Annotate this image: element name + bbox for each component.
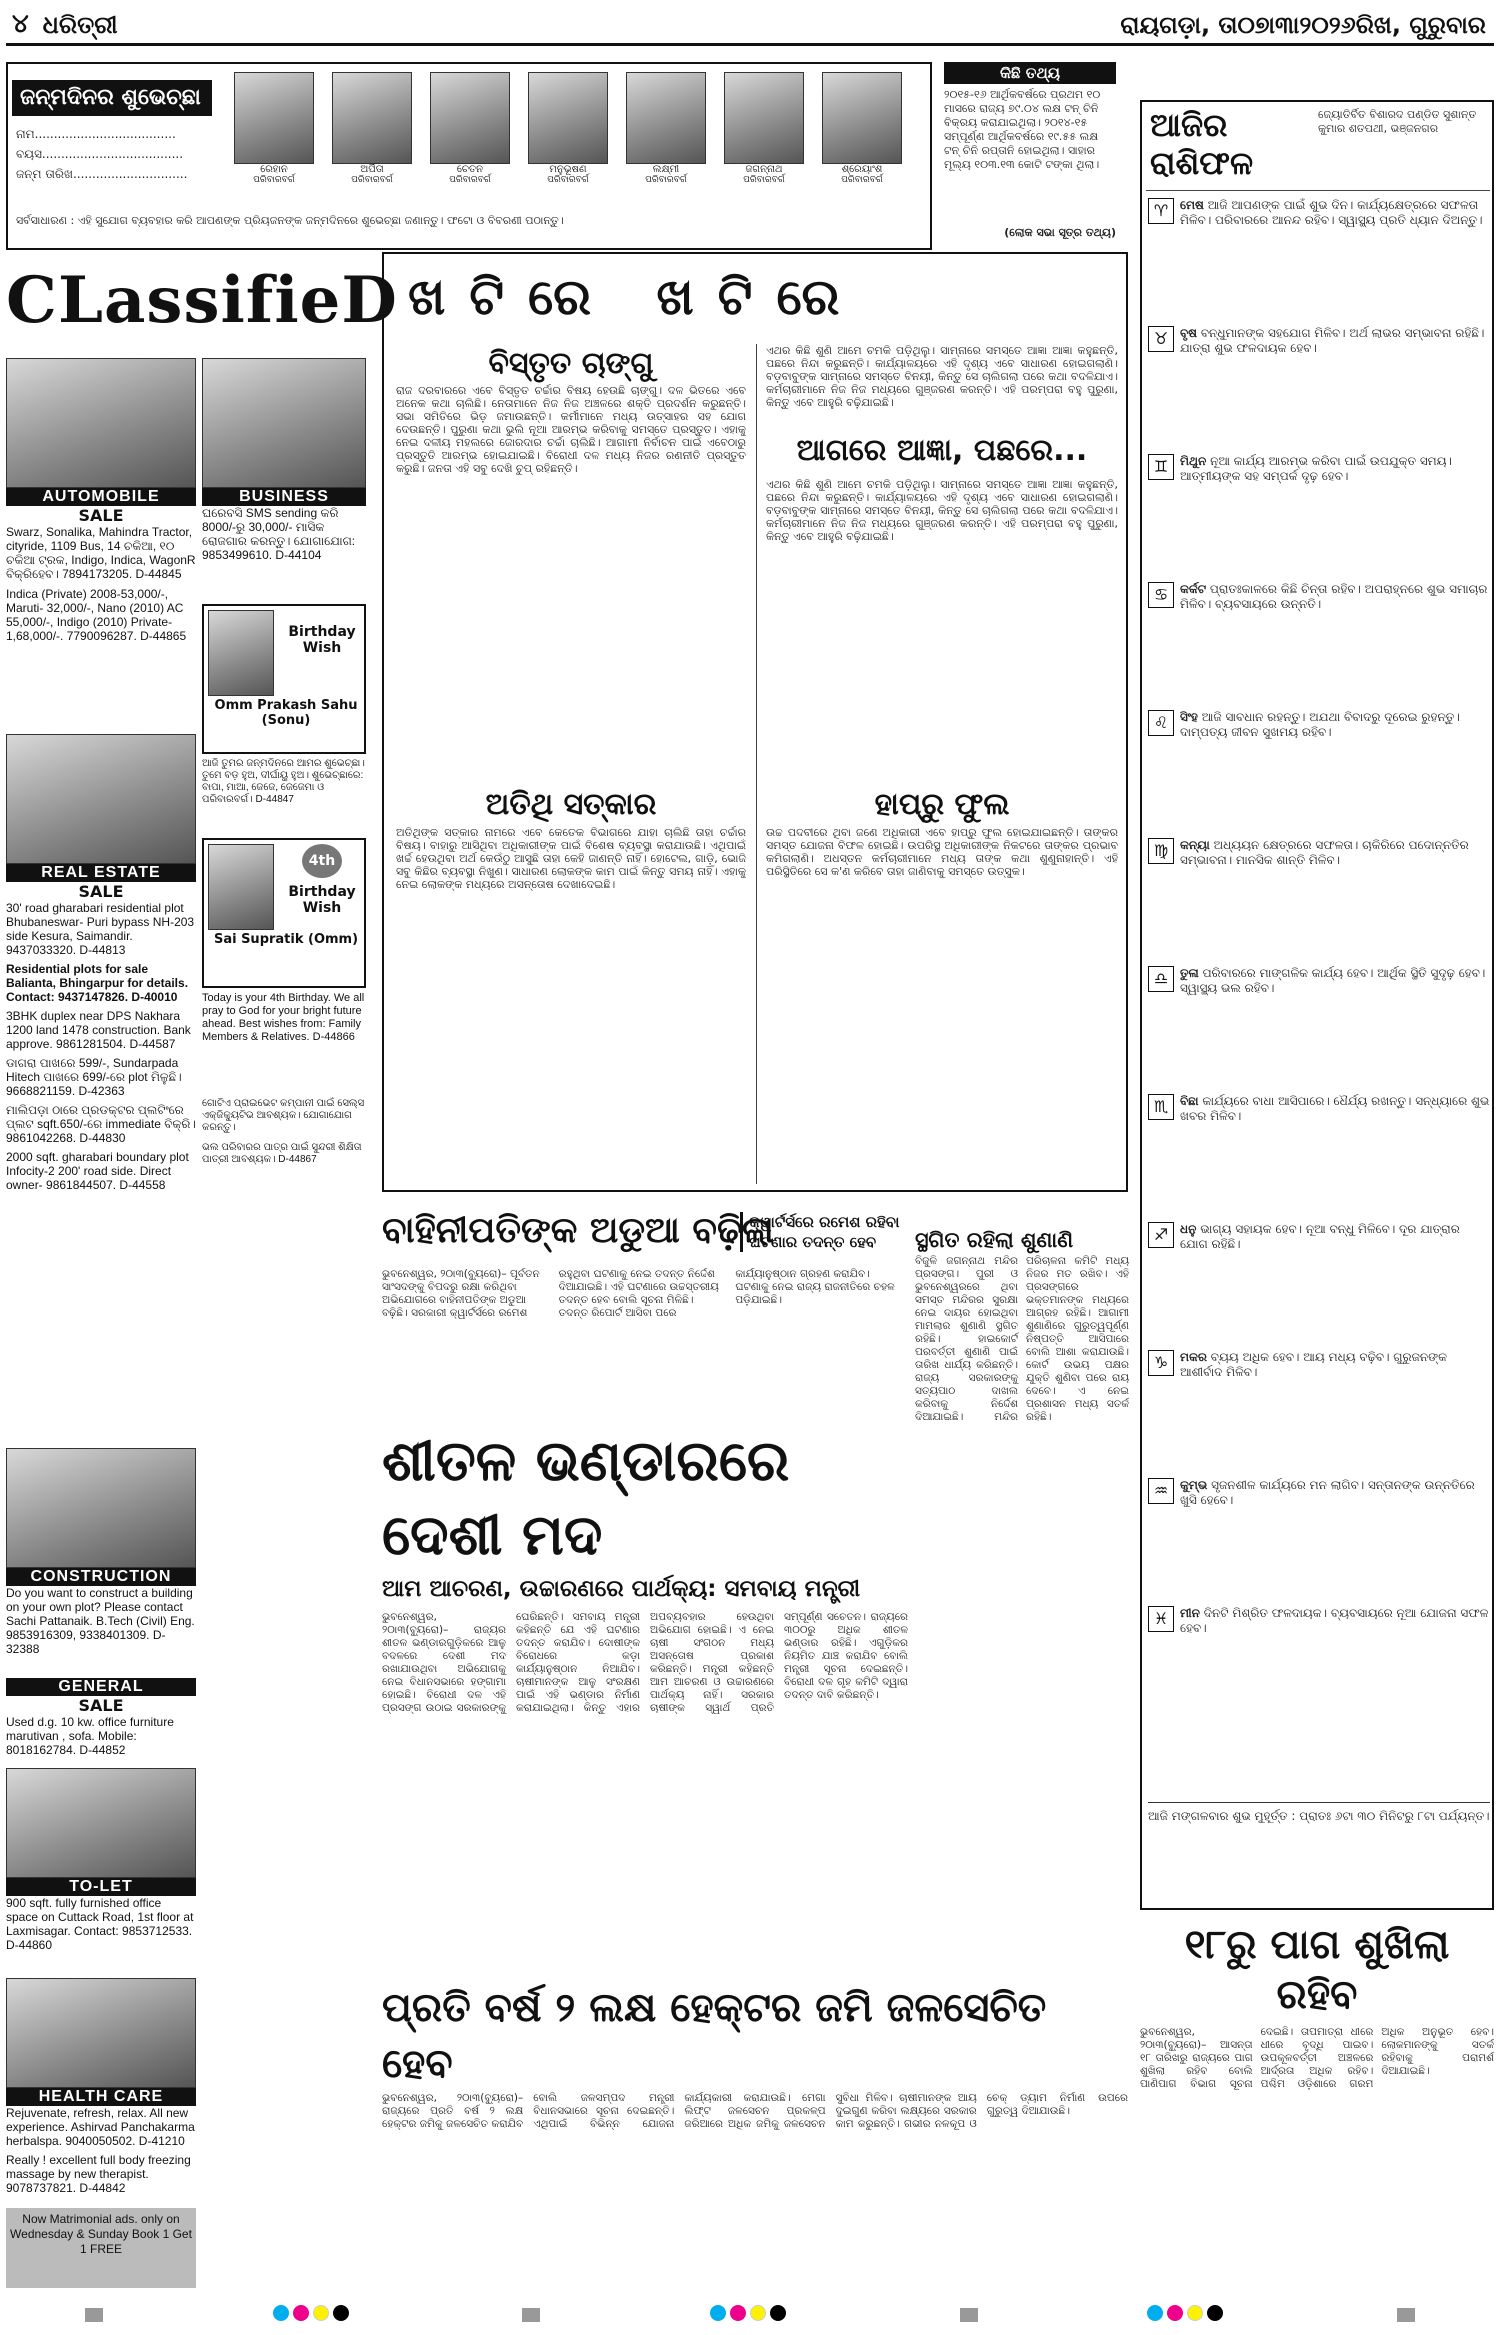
story-side-headline: କ୍ୱାର୍ଟର୍ସରେ ରମେଶ ରହିବା ଘଟଣାର ତଦନ୍ତ ହେବ [740,1212,910,1252]
kichhi-tathya-body: ୨୦୧୫-୧୬ ଆର୍ଥିକବର୍ଷରେ ପ୍ରଥମ ୧୦ ମାସରେ ରାଜ୍ୟ ୭୯.୦୪ ଲକ୍ଷ ଟନ୍ ଚିନି ବିକ୍ରୟ କରାଯାଇଥିଲା। ୨୦୧୪-୧୫ ସମ୍ପୂର୍ଣ୍ଣ ଆର୍ଥିକବର୍ଷରେ ୧୯.୫୫ ଲକ୍ଷ ଟନ୍ ଚିନି ରପ୍ତାନି ହୋଇଥିଲା। ସାହାର ମୂଲ୍ୟ ୧୦୩.୧୩ କୋଟି ଟଙ୍କା ଥିଲା। [944,88,1101,171]
automobile-heading: SALE [78,506,124,525]
rashi-name: ମକର [1180,1350,1207,1364]
birthday-photo [430,72,510,164]
classified-ad: ଗୋଟିଏ ପ୍ରାଇଭେଟ କମ୍ପାନୀ ପାଇଁ ସେଲ୍ସ ଏକ୍ଜିକ୍ୟୁଟିଭ ଆବଶ୍ୟକ। ଯୋଗାଯୋଗ କରନ୍ତୁ। [202,1098,365,1133]
water-bearer-icon: ♒ [1148,1478,1174,1504]
gray-block-icon [522,2308,540,2322]
business-section [202,358,366,562]
rashi-text: ବନ୍ଧୁମାନଙ୍କ ସହଯୋଗ ମିଳିବ। ଅର୍ଥ ଲାଭର ସମ୍ଭାବନା ରହିଛି। ଯାତ୍ରା ଶୁଭ ଫଳଦାୟକ ହେବ। [1180,326,1485,355]
rashi-row [1148,454,1490,576]
child-photo [208,610,274,696]
rashi-text: ଆଜି ଆପଣଙ୍କ ପାଇଁ ଶୁଭ ଦିନ। କାର୍ଯ୍ୟକ୍ଷେତ୍ରରେ ସଫଳତା ମିଳିବ। ପରିବାରରେ ଆନନ୍ଦ ରହିବ। ସ୍ୱାସ୍ଥ୍ୟ ପ୍ରତି ଧ୍ୟାନ ଦିଅନ୍ତୁ। [1180,198,1483,227]
goat-icon: ♑ [1148,1350,1174,1376]
rashiphal-signs [1148,198,1490,1708]
story-headline: ପ୍ରତି ବର୍ଷ ୨ ଲକ୍ଷ ହେକ୍ଟର ଜମି ଜଳସେଚିତ ହେବ [382,1985,1047,2087]
story-headline: ୧୮ରୁ ପାଗ ଶୁଖିଲା ରହିବ [1184,1922,1450,2018]
birthday-child-name: ଲକ୍ଷ୍ମୀ [652,164,680,175]
rashi-name: କନ୍ୟା [1180,838,1210,852]
article-body: ଉଚ୍ଚ ପଦବୀରେ ଥିବା ଜଣେ ଅଧିକାରୀ ଏବେ ହାପ୍ରୁ ଫୁଲ ହୋଇଯାଇଛନ୍ତି। ତାଙ୍କର ସମସ୍ତ ଯୋଜନା ବିଫଳ ହୋଇଛି। ଉପରିସ୍ଥ ଅଧିକାରୀଙ୍କ ନିକଟରେ ତାଙ୍କର ପ୍ରଭାବ କମିଗଲାଣି। ଅଧସ୍ତନ କର୍ମଚାରୀମାନେ ମଧ୍ୟ ତାଙ୍କ କଥା ଶୁଣୁନାହାନ୍ତି। ଏହି ପରିସ୍ଥିତିରେ ସେ କ'ଣ କରିବେ ତାହା ଜାଣିବାକୁ ସମସ୍ତେ ଉତ୍ସୁକ। [766,826,1118,878]
rashi-row [1148,1350,1490,1472]
birthday-form [16,124,216,184]
story-jalasechita [382,1980,1128,2322]
khatire-box [382,252,1128,1192]
birthday-photo-item [234,72,314,192]
article-headline: ଆଗରେ ଆଜ୍ଞା, ପଛରେ... [796,433,1088,468]
birthday-photo-item [332,72,412,192]
car-image [6,358,196,488]
story-body: ଭୁବନେଶ୍ୱର, ୨୦ା୩(ବ୍ୟୁରୋ)– ରାଜ୍ୟରେ ପ୍ରତି ବର୍ଷ ୨ ଲକ୍ଷ ହେକ୍ଟର ଜମିକୁ ଜଳସେଚିତ କରାଯିବ ବୋଲି ଜଳସମ୍ପଦ ମନ୍ତ୍ରୀ ବିଧାନସଭାରେ ସୂଚନା ଦେଇଛନ୍ତି। ଏଥିପାଇଁ ବିଭିନ୍ନ ଯୋଜନା କାର୍ଯ୍ୟକାରୀ କରାଯାଉଛି। ମେଗା ଲିଫ୍ଟ ଜଳସେଚନ ପ୍ରକଳ୍ପ ଜରିଆରେ ଅଧିକ ଜମିକୁ ଜଳସେଚନ ସୁବିଧା ମିଳିବ। ଚାଷୀମାନଙ୍କ ଆୟ ଦୁଇଗୁଣ କରିବା ଲକ୍ଷ୍ୟରେ ସରକାର କାମ କରୁଛନ୍ତି। ଗଭୀର ନଳକୂପ ଓ ଚେକ୍ ଡ୍ୟାମ ନିର୍ମାଣ ଉପରେ ଗୁରୁତ୍ୱ ଦିଆଯାଉଛି। [382,2092,1128,2130]
bull-icon: ♉ [1148,326,1174,352]
article-headline: ହାପ୍ରୁ ଫୁଲ [874,787,1010,822]
rashi-text: ପରିବାରରେ ମାଙ୍ଗଳିକ କାର୍ଯ୍ୟ ହେବ। ଆର୍ଥିକ ସ୍ଥିତି ସୁଦୃଢ଼ ହେବ। ସ୍ୱାସ୍ଥ୍ୟ ଭଲ ରହିବ। [1180,966,1486,995]
classified-ad: Residential plots for sale Balianta, Bhingarpur for details. Contact: 9437147826. D-40010 [6,962,189,1004]
classified-ad: Swarz, Sonalika, Mahindra Tractor, cityride, 1109 Bus, 14 ଚକିଆ, ୧୦ ଚକିଆ ଟ୍ରକ, Indigo, Indica, WagonR ବିକ୍ରିହେବ। 7894173205. D-44845 [6,525,196,581]
twins-icon: ♊ [1148,454,1174,480]
page-number: ୪ [12,9,29,39]
ram-icon: ♈ [1148,198,1174,224]
rashiphal-footer: ଆଜି ମଙ୍ଗଳବାର ଶୁଭ ମୁହୂର୍ତ୍ତ : ପ୍ରାତଃ ୬ଟା ୩୦ ମିନିଟରୁ ୮ଟା ପର୍ଯ୍ୟନ୍ତ। [1148,1802,1490,1824]
story-headline: ସ୍ଥଗିତ ରହିଲା ଶୁଣାଣି [915,1228,1074,1252]
real-estate-label: REAL ESTATE [6,864,196,882]
story-headline: ଶୀତଳ ଭଣ୍ଡାରରେ ଦେଶୀ ମଦ [382,1429,790,1568]
birthday-child-sub: ପରିବାରବର୍ଗ [645,175,687,185]
birthday-photo [234,72,314,164]
classified-ad: Indica (Private) 2008-53,000/-, Maruti- 32,000/-, Nano (2010) AC 55,000/-, Indigo (2010) Private-1,68,000/-. 7790096287. D-44865 [6,587,187,643]
rashi-row [1148,1606,1490,1702]
rashi-row [1148,1478,1490,1600]
birthday-child-sub: ପରିବାରବର୍ଗ [449,175,491,185]
birthday-photo [528,72,608,164]
khatire-divider [756,344,757,1184]
story-body: ଭୁବନେଶ୍ୱର, ୨୦ା୩(ବ୍ୟୁରୋ)– ରାଜ୍ୟର ଶୀତଳ ଭଣ୍ଡାରଗୁଡ଼ିକରେ ଆଳୁ ବଦଳରେ ଦେଶୀ ମଦ ରଖାଯାଉଥିବା ଅଭିଯୋଗକୁ ନେଇ ବିଧାନସଭାରେ ହଙ୍ଗାମା ହୋଇଛି। ବିରୋଧୀ ଦଳ ଏହି ପ୍ରସଙ୍ଗ ଉଠାଇ ସରକାରଙ୍କୁ ଘେରିଛନ୍ତି। ସମବାୟ ମନ୍ତ୍ରୀ କହିଛନ୍ତି ଯେ ଏହି ଘଟଣାର ତଦନ୍ତ କରାଯିବ। ଦୋଷୀଙ୍କ ବିରୋଧରେ କଡ଼ା କାର୍ଯ୍ୟାନୁଷ୍ଠାନ ନିଆଯିବ। ଚାଷୀମାନଙ୍କ ଆଳୁ ସଂରକ୍ଷଣ ପାଇଁ ଏହି ଭଣ୍ଡାର ନିର୍ମାଣ କରାଯାଇଥିଲା। କିନ୍ତୁ ଏହାର ଅପବ୍ୟବହାର ହେଉଥିବା ଅଭିଯୋଗ ହୋଇଛି। ଏ ନେଇ ଚାଷୀ ସଂଗଠନ ମଧ୍ୟ ଅସନ୍ତୋଷ ପ୍ରକାଶ କରିଛନ୍ତି। ମନ୍ତ୍ରୀ କହିଛନ୍ତି ଆମ ଆଚରଣ ଓ ଉଚ୍ଚାରଣରେ ପାର୍ଥକ୍ୟ ନାହିଁ। ସରକାର ଚାଷୀଙ୍କ ସ୍ୱାର୍ଥ ପ୍ରତି ସମ୍ପୂର୍ଣ୍ଣ ସଚେତନ। ରାଜ୍ୟରେ ୩୦୦ରୁ ଅଧିକ ଶୀତଳ ଭଣ୍ଡାର ରହିଛି। ଏଗୁଡ଼ିକର ନିୟମିତ ଯାଞ୍ଚ କରାଯିବ ବୋଲି ମନ୍ତ୍ରୀ ସୂଚନା ଦେଇଛନ୍ତି। ବିରୋଧୀ ଦଳ ଗୃହ କମିଟି ଦ୍ୱାରା ତଦନ୍ତ ଦାବି କରିଛନ୍ତି। [382,1611,908,1714]
health-label: HEALTH CARE [6,2088,196,2106]
birthday-wish-1-text: ଆଜି ତୁମର ଜନ୍ମଦିନରେ ଆମର ଶୁଭେଚ୍ଛା। ତୁମେ ବଡ଼ ହୁଅ, ଦୀର୍ଘାୟୁ ହୁଅ। ଶୁଭେଚ୍ଛାରେ: ବାପା, ମାଆ, ଜେଜେ, ଜେଜେମା ଓ ପରିବାରବର୍ଗ। D-44847 [202,758,365,805]
gray-block-icon [85,2308,103,2322]
birthday-child-sub: ପରିବାରବର୍ଗ [253,175,295,185]
real-estate-section [6,734,196,1192]
khatire-article-3 [396,784,746,1166]
classified-ad: 2000 sqft. gharabari boundary plot Infocity-2 200' road side. Direct owner- 9861844507. D-44558 [6,1150,189,1192]
birthday-child-sub: ପରିବାରବର୍ଗ [841,175,883,185]
rashi-row [1148,1094,1490,1216]
birthday-photo [626,72,706,164]
kichhi-tathya-box [944,62,1116,250]
rashi-row [1148,966,1490,1088]
rashi-row [1148,582,1490,704]
date-line: ରାୟଗଡ଼ା, ତା୦୭ା୩ା୨୦୨୬ରିଖ, ଗୁରୁବାର [1120,10,1486,39]
lion-icon: ♌ [1148,710,1174,736]
rashi-text: ଅଧ୍ୟୟନ କ୍ଷେତ୍ରରେ ସଫଳତା। ଚାକିରିରେ ପଦୋନ୍ନତିର ସମ୍ଭାବନା। ମାନସିକ ଶାନ୍ତି ମିଳିବ। [1180,838,1469,867]
construction-label: CONSTRUCTION [6,1568,196,1586]
rashiphal-byline: ଜ୍ୟୋତିର୍ବିତ ବିଶାରଦ ପଣ୍ଡିତ ସୁଶାନ୍ତ କୁମାର ଶତପଥୀ, ଭଞ୍ଜନଗର [1318,108,1477,135]
rashi-text: ଭାଗ୍ୟ ସହାୟକ ହେବ। ନୂଆ ବନ୍ଧୁ ମିଳିବେ। ଦୂର ଯାତ୍ରାର ଯୋଗ ରହିଛି। [1180,1222,1460,1251]
rashi-text: ପ୍ରାତଃକାଳରେ କିଛି ଚିନ୍ତା ରହିବ। ଅପରାହ୍ନରେ ଶୁଭ ସମାଚାର ମିଳିବ। ବ୍ୟବସାୟରେ ଉନ୍ନତି। [1180,582,1488,611]
rashi-name: ମୀନ [1180,1606,1200,1620]
building-image [6,1768,196,1878]
birthday-photo-item [528,72,608,192]
odia-ads [202,1098,366,1166]
scorpion-icon: ♏ [1148,1094,1174,1120]
paper-name: ଧରିତ୍ରୀ [42,10,118,39]
rashiphal-divider [1146,190,1490,191]
form-field-dob: ଜନ୍ମ ତାରିଖ.............................. [16,167,188,181]
classified-logo: CLassifieD [6,263,398,338]
rashi-row [1148,710,1490,832]
rashi-text: ଦିନଟି ମିଶ୍ରିତ ଫଳଦାୟକ। ବ୍ୟବସାୟରେ ନୂଆ ଯୋଜନା ସଫଳ ହେବ। [1180,1606,1489,1635]
maiden-icon: ♍ [1148,838,1174,864]
gray-block-icon [960,2308,978,2322]
article-headline: ବିସ୍ତୃତ ଚାଙ୍ଗୁ [488,346,654,381]
business-label: BUSINESS [202,488,366,506]
birthday-wish-2-text: Today is your 4th Birthday. We all pray to God for your bright future ahead. Best wishes from: Family Members & Relatives. D-44866 [202,992,365,1043]
classified-ad: Really ! excellent full body freezing massage by new therapist. 9078737821. D-44842 [6,2153,191,2195]
general-heading: SALE [78,1696,124,1715]
matrimonial-banner: Now Matrimonial ads. only on Wednesday & Sunday Book 1 Get 1 FREE [6,2208,196,2288]
tolet-section [6,1768,196,1952]
rashi-row [1148,326,1490,448]
birthday-wish-title: Birthday Wish [288,884,356,916]
birthday-child-sub: ପରିବାରବର୍ଗ [351,175,393,185]
birthday-child-sub: ପରିବାରବର୍ଗ [743,175,785,185]
rashi-name: ଧନୁ [1180,1222,1197,1236]
cmyk-dots-icon [1147,2305,1227,2325]
construction-image [6,1448,196,1568]
classified-ad: ଡାଗରା ପାଖରେ 599/-, Sundarpada Hitech ପାଖରେ 699/-ରେ plot ମିଳୁଛି। 9668821159. D-42363 [6,1056,182,1098]
rashi-name: ସିଂହ [1180,710,1198,724]
rashiphal-title: ଆଜିର ରାଶିଫଳ [1150,106,1254,182]
fish-icon: ♓ [1148,1606,1174,1632]
kichhi-tathya-title: କିଛି ତଥ୍ୟ [944,62,1116,84]
birthday-child-name: ରେହାନ [260,164,288,175]
form-field-age: ବୟସ..................................... [16,147,184,161]
rashi-name: ବିଛା [1180,1094,1199,1108]
birthday-photo [822,72,902,164]
article-body: ଅତିଥିଙ୍କ ସତ୍କାର ନାମରେ ଏବେ କେତେକ ବିଭାଗରେ ଯାହା ଚାଲିଛି ତାହା ଚର୍ଚ୍ଚାର ବିଷୟ। ବାହାରୁ ଆସିଥିବା ଅଧିକାରୀଙ୍କ ପାଇଁ ବିଶେଷ ବ୍ୟବସ୍ଥା କରାଯାଉଛି। ଏଥିପାଇଁ ଖର୍ଚ୍ଚ ହେଉଥିବା ଅର୍ଥ କେଉଁଠୁ ଆସୁଛି ତାହା କେହି ଜାଣନ୍ତି ନାହିଁ। ହୋଟେଲ, ଗାଡ଼ି, ଭୋଜି ସବୁ କିଛିର ବ୍ୟବସ୍ଥା ନିଖୁଣ। ସାଧାରଣ ଲୋକଙ୍କ କାମ ପାଇଁ କିନ୍ତୁ ସମୟ ନାହିଁ। ଏହାକୁ ନେଇ ଲୋକଙ୍କ ମଧ୍ୟରେ ଅସନ୍ତୋଷ ଦେଖାଦେଇଛି। [396,826,746,891]
birthday-wish-1 [202,604,366,754]
rashi-text: ସୃଜନଶୀଳ କାର୍ଯ୍ୟରେ ମନ ଲାଗିବ। ସନ୍ତାନଙ୍କ ଉନ୍ନତିରେ ଖୁସି ହେବେ। [1180,1478,1475,1507]
rashi-name: ତୁଳା [1180,966,1199,980]
story-body: ବିଜୁଳି ଜଗନ୍ନାଥ ମନ୍ଦିର ପ୍ରସଙ୍ଗ। ପୁରୀ ଓ ଭୁବନେଶ୍ୱରରେ ଥିବା ସମସ୍ତ ମନ୍ଦିରର ସୁରକ୍ଷା ନେଇ ଦାୟର ହୋଇଥିବା ମାମଲାର ଶୁଣାଣି ସ୍ଥଗିତ ରହିଛି। ହାଇକୋର୍ଟ ପରବର୍ତ୍ତୀ ଶୁଣାଣି ପାଇଁ ତାରିଖ ଧାର୍ଯ୍ୟ କରିଛନ୍ତି। ରାଜ୍ୟ ସରକାରଙ୍କୁ ସତ୍ୟପାଠ ଦାଖଲ କରିବାକୁ ନିର୍ଦ୍ଦେଶ ଦିଆଯାଇଛି। ମନ୍ଦିର ପରିଚାଳନା କମିଟି ମଧ୍ୟ ନିଜର ମତ ରଖିବ। ଏହି ପ୍ରସଙ୍ଗରେ ଭକ୍ତମାନଙ୍କ ମଧ୍ୟରେ ଆଗ୍ରହ ରହିଛି। ଆଗାମୀ ଶୁଣାଣିରେ ଗୁରୁତ୍ୱପୂର୍ଣ୍ଣ ନିଷ୍ପତ୍ତି ଆସିପାରେ ବୋଲି ଆଶା କରାଯାଉଛି। କୋର୍ଟ ଉଭୟ ପକ୍ଷର ଯୁକ୍ତି ଶୁଣିବା ପରେ ରାୟ ଦେବେ। ଏ ନେଇ ପ୍ରଶାସନ ମଧ୍ୟ ସତର୍କ ରହିଛି। [915,1255,1129,1423]
story-body: ଭୁବନେଶ୍ୱର, ୨୦ା୩(ବ୍ୟୁରୋ)– ପୂର୍ବତନ ସାଂସଦଙ୍କୁ ବିପଦରୁ ରକ୍ଷା କରିଥିବା ଅଭିଯୋଗରେ ବାହିନୀପତିଙ୍କ ଅଡୁଆ ବଢ଼ିଛି। ସରକାରୀ କ୍ୱାର୍ଟର୍ସରେ ରମେଶ ରହୁଥିବା ଘଟଣାକୁ ନେଇ ତଦନ୍ତ ନିର୍ଦ୍ଦେଶ ଦିଆଯାଇଛି। ଏହି ଘଟଣାରେ ଉଚ୍ଚସ୍ତରୀୟ ତଦନ୍ତ ହେବ ବୋଲି ସୂଚନା ମିଳିଛି। ତଦନ୍ତ ରିପୋର୍ଟ ଆସିବା ପରେ କାର୍ଯ୍ୟାନୁଷ୍ଠାନ ଗ୍ରହଣ କରାଯିବ। ଘଟଣାକୁ ନେଇ ରାଜ୍ୟ ରାଜନୀତିରେ ଚହଳ ପଡ଼ିଯାଇଛି। [382,1268,895,1319]
birthday-photo-item [626,72,706,192]
registration-marks [0,2300,1500,2330]
khatire-article-2 [766,344,1118,728]
story-paga [1140,1920,1494,2226]
birthday-child-name: ଚେତନ [456,164,484,175]
house-image [6,734,196,864]
automobile-label: AUTOMOBILE [6,488,196,506]
rashi-text: ଆଜି ସାବଧାନ ରହନ୍ତୁ। ଅଯଥା ବିବାଦରୁ ଦୂରେଇ ରୁହନ୍ତୁ। ଦାମ୍ପତ୍ୟ ଜୀବନ ସୁଖମୟ ରହିବ। [1180,710,1460,739]
classified-ad: Rejuvenate, refresh, relax. All new experience. Ashirvad Panchakarma herbalspa. 9040050502. D-41210 [6,2106,195,2148]
birthday-wish-2 [202,838,366,988]
rashi-text: ବ୍ୟୟ ଅଧିକ ହେବ। ଆୟ ମଧ୍ୟ ବଢ଼ିବ। ଗୁରୁଜନଙ୍କ ଆଶୀର୍ବାଦ ମିଳିବ। [1180,1350,1447,1379]
rashi-name: ମିଥୁନ [1180,454,1207,468]
birthday-wish-name: Omm Prakash Sahu (Sonu) [214,698,358,728]
birthday-child-name: ଶ୍ରେୟାଂଶ [841,164,883,175]
rashi-name: କୁମ୍ଭ [1180,1478,1208,1492]
birthday-wish-title: Birthday Wish [288,624,356,656]
form-field-name: ନାମ..................................... [16,127,176,141]
gray-block-icon [1397,2308,1415,2322]
child-photo [208,844,274,930]
age-badge: 4th [302,844,342,878]
general-label: GENERAL [6,1678,196,1696]
birthday-child-name: ଅର୍ପିତା [360,164,384,175]
classified-ad: 30' road gharabari residential plot Bhubaneswar- Puri bypass NH-203 side Kesura, Saimandir. 9437033320. D-44813 [6,901,195,957]
birthday-note: ସର୍ବସାଧାରଣ : ଏହି ସୁଯୋଗ ବ୍ୟବହାର କରି ଆପଣଙ୍କ ପ୍ରିୟଜନଙ୍କ ଜନ୍ମଦିନରେ ଶୁଭେଚ୍ଛା ଜଣାନ୍ତୁ। ଫଟୋ ଓ ବିବରଣୀ ପଠାନ୍ତୁ। [16,214,564,227]
classified-ad: ଭଲ ପରିବାରର ପାତ୍ର ପାଇଁ ସୁନ୍ଦରୀ ଶିକ୍ଷିତା ପାତ୍ରୀ ଆବଶ୍ୟକ। D-44867 [202,1142,362,1165]
birthday-photo [724,72,804,164]
article-body: ରାଜ ଦରବାରରେ ଏବେ ବିସ୍ତୃତ ଚର୍ଚ୍ଚାର ବିଷୟ ହେଉଛି ଚାଙ୍ଗୁ। ଦଳ ଭିତରେ ଏବେ ଅନେକ କଥା ଚାଲିଛି। ନେତାମାନେ ନିଜ ନିଜ ଅଞ୍ଚଳରେ ଶକ୍ତି ପ୍ରଦର୍ଶନ କରୁଛନ୍ତି। ସଭା ସମିତିରେ ଭିଡ଼ ଜମାଉଛନ୍ତି। କର୍ମୀମାନେ ମଧ୍ୟ ଉତ୍ସାହର ସହ ଯୋଗ ଦେଉଛନ୍ତି। ପୁରୁଣା କଥା ଭୁଲି ନୂଆ ଆରମ୍ଭ କରିବାକୁ ସମସ୍ତେ ପ୍ରସ୍ତୁତ। ଏହାକୁ ନେଇ ଦଳୀୟ ମହଲରେ ଜୋରଦାର ଚର୍ଚ୍ଚା ଚାଲିଛି। ଆଗାମୀ ନିର୍ବାଚନ ପାଇଁ ଏବେଠାରୁ ପ୍ରସ୍ତୁତି ଆରମ୍ଭ ହୋଇଯାଇଛି। ବିରୋଧୀ ଦଳ ମଧ୍ୟ ନିଜର ରଣନୀତି ପ୍ରସ୍ତୁତ କରୁଛି। ଜନତା ଏହି ସବୁ ଦେଖି ଚୁପ୍ ରହିଛନ୍ତି। [396,384,746,475]
kichhi-tathya-source: (ଲୋକ ସଭା ସୂତ୍ର ତଥ୍ୟ) [1004,226,1116,239]
story-subheadline: ଆମ ଆଚରଣ, ଉଚ୍ଚାରଣରେ ପାର୍ଥକ୍ୟ: ସମବାୟ ମନ୍ତ୍ରୀ [382,1576,861,1602]
rashi-name: କର୍କଟ [1180,582,1207,596]
rashi-name: ମେଷ [1180,198,1204,212]
crab-icon: ♋ [1148,582,1174,608]
khatire-article-1 [396,344,746,714]
real-estate-heading: SALE [78,882,124,901]
story-headline: ବାହିନୀପତିଙ୍କ ଅଡୁଆ ବଢ଼ିଲା [382,1210,774,1251]
rashi-text: ନୂଆ କାର୍ଯ୍ୟ ଆରମ୍ଭ କରିବା ପାଇଁ ଉପଯୁକ୍ତ ସମୟ। ଆତ୍ମୀୟଙ୍କ ସହ ସମ୍ପର୍କ ଦୃଢ଼ ହେବ। [1180,454,1452,483]
classified-ad: Used d.g. 10 kw. office furniture marutivan , sofa. Mobile: 8018162784. D-44852 [6,1715,174,1757]
birthday-child-name: ମନୁଭୂଷଣ [549,164,587,175]
rashi-row [1148,838,1490,960]
rashi-text: କାର୍ଯ୍ୟରେ ବାଧା ଆସିପାରେ। ଧୈର୍ଯ୍ୟ ରଖନ୍ତୁ। ସନ୍ଧ୍ୟାରେ ଶୁଭ ଖବର ମିଳିବ। [1180,1094,1490,1123]
general-section [6,1678,196,1757]
rashiphal-column [1140,100,1494,1910]
birthday-child-name: ଜଗନ୍ନାଥ [745,164,783,175]
story-sheetal-bhandar [382,1425,908,2041]
birthday-photo [332,72,412,164]
rashi-name: ବୃଷ [1180,326,1198,340]
classified-column [6,258,398,2288]
birthday-photo-item [724,72,804,192]
health-section [6,1978,196,2195]
automobile-section [6,358,196,643]
scales-icon: ♎ [1148,966,1174,992]
folio-bar [6,6,1494,46]
construction-section [6,1448,196,1656]
birthday-photo-item [430,72,510,192]
cmyk-dots-icon [710,2305,790,2325]
classified-ad: 3BHK duplex near DPS Nakhara 1200 land 1478 construction. Bank approve. 9861281504. D-44587 [6,1009,191,1051]
birthday-photos [234,72,924,192]
archer-icon: ♐ [1148,1222,1174,1248]
tolet-label: TO-LET [6,1878,196,1896]
rashi-row [1148,1222,1490,1344]
classified-ad: Do you want to construct a building on your own plot? Please contact Sachi Pattanaik. B.Tech (Civil) Eng. 9853916309, 9338401309. D-32388 [6,1586,195,1656]
cmyk-dots-icon [273,2305,353,2325]
story-shunani [915,1205,1129,1905]
briefcase-image [202,358,366,488]
article-headline: ଅତିଥି ସତ୍କାର [485,787,657,822]
rashi-row [1148,198,1490,320]
birthday-child-sub: ପରିବାରବର୍ଗ [547,175,589,185]
article-continuation: ଏଥର କିଛି ଶୁଣି ଆମେ ଚମକି ପଡ଼ିଥିଲୁ। ସାମ୍ନାରେ ସମସ୍ତେ ଆଜ୍ଞା ଆଜ୍ଞା କହୁଛନ୍ତି, ପଛରେ ନିନ୍ଦା କରୁଛନ୍ତି। କାର୍ଯ୍ୟାଳୟରେ ଏହି ଦୃଶ୍ୟ ଏବେ ସାଧାରଣ ହୋଇଗଲାଣି। ବଡ଼ବାବୁଙ୍କ ସାମ୍ନାରେ ସମସ୍ତେ ବିନୟୀ, କିନ୍ତୁ ସେ ଚାଲିଗଲା ପରେ କଥା ବଦଳିଯାଏ। କର୍ମଚାରୀମାନେ ନିଜ ନିଜ ମଧ୍ୟରେ ଗୁଞ୍ଜରଣ କରନ୍ତି। ଏହି ପରମ୍ପରା ବହୁ ପୁରୁଣା, କିନ୍ତୁ ଏବେ ଆହୁରି ବଢ଼ିଯାଇଛି। [766,344,1118,409]
stethoscope-image [6,1978,196,2088]
birthday-photo-item [822,72,902,192]
khatire-article-4 [766,784,1118,1166]
article-body: ଏଥର କିଛି ଶୁଣି ଆମେ ଚମକି ପଡ଼ିଥିଲୁ। ସାମ୍ନାରେ ସମସ୍ତେ ଆଜ୍ଞା ଆଜ୍ଞା କହୁଛନ୍ତି, ପଛରେ ନିନ୍ଦା କରୁଛନ୍ତି। କାର୍ଯ୍ୟାଳୟରେ ଏହି ଦୃଶ୍ୟ ଏବେ ସାଧାରଣ ହୋଇଗଲାଣି। ବଡ଼ବାବୁଙ୍କ ସାମ୍ନାରେ ସମସ୍ତେ ବିନୟୀ, କିନ୍ତୁ ସେ ଚାଲିଗଲା ପରେ କଥା ବଦଳିଯାଏ। କର୍ମଚାରୀମାନେ ନିଜ ନିଜ ମଧ୍ୟରେ ଗୁଞ୍ଜରଣ କରନ୍ତି। ଏହି ପରମ୍ପରା ବହୁ ପୁରୁଣା, କିନ୍ତୁ ଏବେ ଆହୁରି ବଢ଼ିଯାଇଛି। [766,478,1118,543]
khatire-title: ଖଟିରେ ଖଟିରେ [408,268,864,326]
birthday-strip [6,62,932,250]
classified-ad: ଘରେବସି SMS sending କରି 8000/-ରୁ 30,000/- ମାସିକ ରୋଜଗାର କରନ୍ତୁ। ଯୋଗାଯୋଗ: 9853499610. D-44104 [202,506,356,562]
birthday-wish-name: Sai Supratik (Omm) [213,932,359,947]
classified-ad: 900 sqft. fully furnished office space on Cuttack Road, 1st floor at Laxmisagar. Contact: 9853712533. D-44860 [6,1896,194,1952]
birthday-title: ଜନ୍ମଦିନର ଶୁଭେଚ୍ଛା [12,80,212,116]
classified-ad: ମାଲିପଡ଼ା ଠାରେ ପ୍ରଡକ୍ଟର ପ୍ଲଟିଂରେ ପ୍ଲଟ sqft.650/-ରେ immediate ବିକ୍ରି। 9861042268. D-44830 [6,1103,196,1145]
story-body: ଭୁବନେଶ୍ୱର, ୨୦ା୩(ବ୍ୟୁରୋ)– ଆସନ୍ତା ୧୮ ତାରିଖରୁ ରାଜ୍ୟରେ ପାଗ ଶୁଖିଲା ରହିବ ବୋଲି ପାଣିପାଗ ବିଭାଗ ସୂଚନା ଦେଇଛି। ତାପମାତ୍ରା ଧୀରେ ଧୀରେ ବୃଦ୍ଧି ପାଇବ। ଉପକୂଳବର୍ତ୍ତୀ ଅଞ୍ଚଳରେ ଆର୍ଦ୍ରତା ଅଧିକ ରହିବ। ପଶ୍ଚିମ ଓଡ଼ିଶାରେ ଗରମ ଅଧିକ ଅନୁଭୂତ ହେବ। ଲୋକମାନଙ୍କୁ ସତର୍କ ରହିବାକୁ ପରାମର୍ଶ ଦିଆଯାଇଛି। [1140,2026,1494,2090]
